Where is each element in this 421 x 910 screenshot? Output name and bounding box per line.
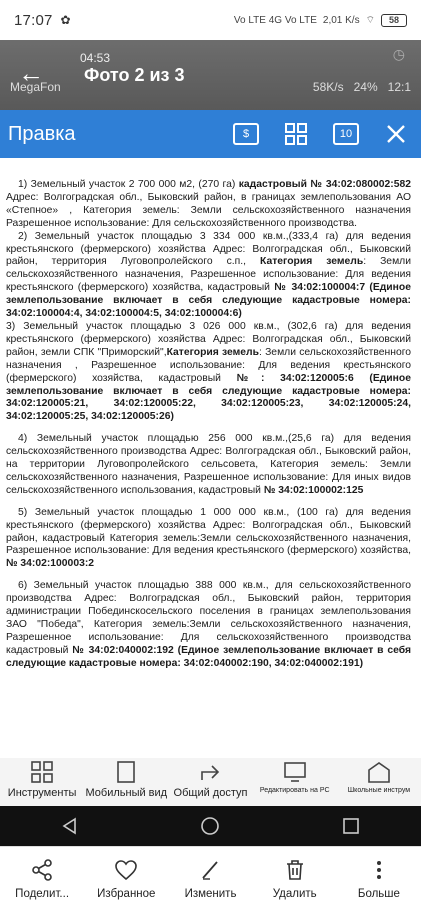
grid-icon — [284, 122, 308, 146]
action-label: Изменить — [184, 887, 237, 900]
inner-speed: 58K/s — [312, 80, 344, 94]
school-icon — [366, 760, 392, 784]
wifi-icon: ⌔ — [365, 14, 375, 26]
page-count-button[interactable] — [321, 110, 371, 158]
p5-text: 5) Земельный участок площадью 1 000 000 кв.м., (100 га) для ведения крестьянского (фермерского) хозяйства Адрес: Волгоградская обл., Быковский район, кадастровый Категория земель:Земли сельскохозяйственного назначения, Разрешенное использование: Для ведения крестьянского (фермерского) хозяйства, — [6, 506, 411, 557]
p2-text-mid: : Земли сельскохозяйственного назначения, Разрешенное использование: Для ведения крестьянского (фермерского) хозяйства, кадастровый — [6, 256, 411, 294]
p4-text: 4) Земельный участок площадью 256 000 кв.м.,(25,6 га) для ведения сельскохозяйственного производства Адрес: Волгоградская обл., Быковский район, на территории Луговопролейского сельсовета, Категория земель: Земли сельскохозяйственного назначения, Разрешенное использование: Для иных видов сельскохозяйственного использования, кадастровый — [6, 433, 411, 496]
status-time: 17:07 — [14, 11, 53, 29]
money-button[interactable] — [221, 110, 271, 158]
nav-home-icon[interactable] — [200, 816, 220, 836]
mobile-view-icon — [113, 760, 139, 784]
action-label: Больше — [357, 887, 400, 900]
inner-time: 04:53 — [80, 51, 111, 65]
delete-button[interactable] — [253, 847, 337, 910]
tool-school[interactable] — [337, 758, 421, 806]
p5-cadastral: № 34:02:100003:2 — [6, 558, 95, 570]
close-icon — [385, 123, 407, 145]
nav-back-icon[interactable] — [60, 816, 80, 836]
edit-button[interactable] — [168, 847, 252, 910]
battery-level: 58 — [388, 15, 399, 25]
share-button[interactable] — [0, 847, 84, 910]
page-count: 10 — [333, 123, 359, 145]
tool-label: Мобильный вид — [85, 787, 168, 799]
nav-recent-icon[interactable] — [341, 816, 361, 836]
status-bar — [0, 0, 421, 40]
network-text: Vo LTE 4G Vo LTE — [233, 14, 317, 26]
document-body — [0, 158, 421, 758]
money-icon: $ — [233, 123, 259, 145]
tool-label: Инструменты — [7, 787, 77, 799]
paragraph-3 — [6, 321, 411, 424]
more-icon — [367, 858, 391, 882]
app-toolbar — [0, 758, 421, 806]
more-button[interactable] — [337, 847, 421, 910]
action-label: Поделит... — [15, 887, 70, 900]
edit-toolbar — [0, 110, 421, 158]
tools-grid-icon — [29, 760, 55, 784]
edit-title: Правка — [8, 122, 76, 145]
p3-text-mid: : Земли сельскохозяйственного назначения , Разрешенное использование: Для ведения крестьянского (фермерского) хозяйства, кадастровый — [6, 346, 411, 384]
p1-text: 1) Земельный участок 2 700 000 м2, (270 га) — [18, 179, 239, 190]
gear-icon: ✿ — [60, 13, 71, 27]
edit-icon — [199, 858, 223, 882]
p3-cadastral: №: 34:02:120005:6 (Единое землепользование включает в себя следующие кадастровые номера: 34:02:120005:21, 34:02:120005:22, 34:02:120005:23, 34:02:120005:24, 34:02:120005:25, 34:02:120005:26) — [6, 372, 411, 423]
pc-edit-icon — [282, 760, 308, 784]
back-arrow-icon[interactable]: ← — [18, 58, 44, 88]
carrier: MegaFon — [10, 80, 61, 94]
inner-battery: 24% — [353, 80, 378, 94]
tool-pc-edit[interactable] — [253, 758, 337, 806]
favorite-button[interactable] — [84, 847, 168, 910]
p2-cadastral: № 34:02:100004:7 (Единое землепользование включает в себя следующие кадастровые номера: 34:02:100004:4, 34:02:100004:5, 34:02:100004:6) — [6, 282, 411, 320]
inner-clock: 12:1 — [387, 80, 411, 94]
battery-icon — [381, 14, 407, 27]
tool-instruments[interactable] — [0, 758, 84, 806]
share-arrow-icon — [198, 760, 224, 784]
p2-category: Категория земель — [260, 256, 364, 268]
grid-button[interactable] — [271, 110, 321, 158]
p1-text-end: Адрес: Волгоградская обл., Быковский район, в границах землепользования АО «Степное» , Категория земель: Земли сельскохозяйственного назначения Разрешенное использование: Для сельскохозяйственного производства. — [6, 191, 411, 229]
share-icon — [30, 858, 54, 882]
net-speed: 2,01 K/s — [322, 14, 360, 26]
gallery-header — [0, 40, 421, 110]
tool-label: Общий доступ — [173, 787, 248, 799]
paragraph-5 — [6, 507, 411, 572]
tool-mobile-view[interactable] — [84, 758, 168, 806]
heart-icon — [114, 858, 138, 882]
inner-status-bar — [0, 76, 421, 98]
action-label: Удалить — [272, 887, 317, 900]
p6-text: 6) Земельный участок площадью 388 000 кв.м., для сельскохозяйственного производства Адрес: Волгоградская обл., Быковский район, территория администрации Побединскосельского поселения в границах землепользования ЗАО "Победа", Категория земель:Земли сельскохозяйственного назначения, Разрешенное использование: Для сельскохозяйственного производства кадастровый — [6, 580, 411, 656]
paragraph-2 — [6, 231, 411, 321]
p6-cadastral: № 34:02:040002:192 (Единое землепользование включает в себя следующие кадастровые номера: 34:02:040002:190, 34:02:040002:191) — [6, 644, 412, 669]
p2-text: 2) Земельный участок площадью 3 334 000 кв.м.,(333,4 га) для ведения крестьянского (фермерского) хозяйства Адрес: Волгоградская обл., Быковский район, территория Луговопролейского с.п., — [6, 230, 411, 268]
paragraph-4 — [6, 433, 411, 498]
inner-nav-bar — [0, 806, 421, 846]
p3-category: Категория земель — [166, 346, 259, 358]
gallery-actions — [0, 846, 421, 910]
trash-icon — [283, 858, 307, 882]
action-label: Избранное — [97, 887, 156, 900]
watermark-icon: ◷ — [392, 46, 405, 62]
viewer-title: Фото 2 из 3 — [84, 65, 185, 85]
paragraph-1 — [6, 179, 411, 231]
p1-cadastral: кадастровый № 34:02:080002:582 — [238, 179, 411, 190]
tool-label: Редактировать на PC — [259, 787, 330, 794]
p4-cadastral: № 34:02:100002:125 — [263, 484, 364, 496]
tool-label: Школьные инструм — [347, 787, 411, 794]
p3-text: 3) Земельный участок площадью 3 026 000 кв.м., (302,6 га) для ведения крестьянского (фермерского) хозяйства Адрес: Волгоградская обл., Быковский район, земли СПК "Приморский", — [6, 320, 411, 358]
close-button[interactable] — [371, 110, 421, 158]
paragraph-6 — [6, 580, 411, 670]
tool-share[interactable] — [168, 758, 252, 806]
